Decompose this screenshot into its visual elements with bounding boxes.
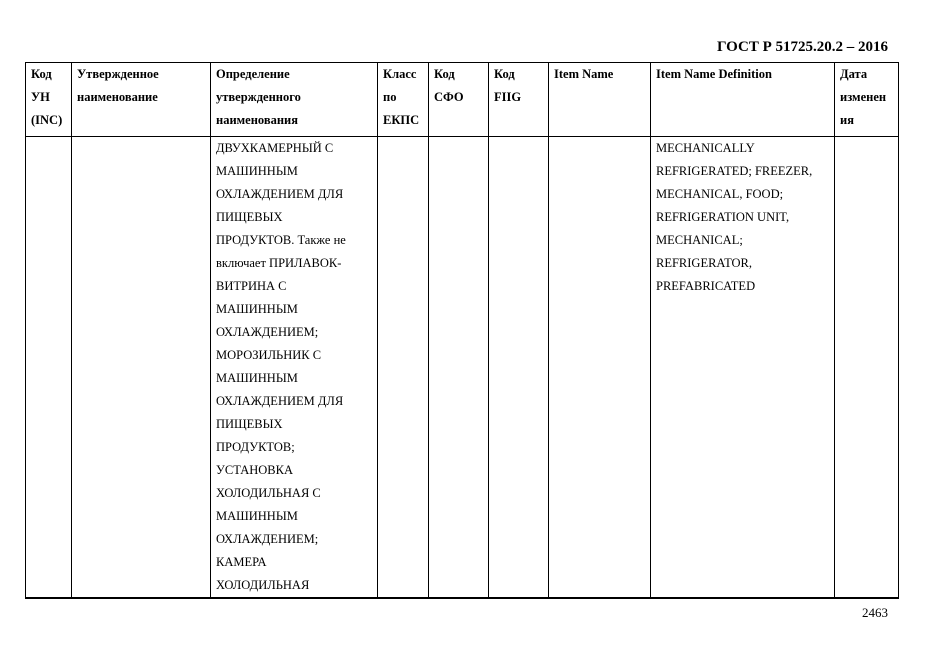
table-row — [26, 137, 899, 599]
column-header-fiig-code: Код FIIG — [489, 63, 549, 137]
cell-approved-name — [72, 137, 211, 599]
column-header-sfo-code: Код СФО — [429, 63, 489, 137]
cell-ekps-class — [378, 137, 429, 599]
column-header-change-date: Дата изменен ия — [835, 63, 899, 137]
column-header-item-name-definition: Item Name Definition — [651, 63, 835, 137]
cell-item-name — [549, 137, 651, 599]
column-header-approved-name: Утвержденное наименование — [72, 63, 211, 137]
classification-table — [25, 62, 899, 599]
table-header-row — [26, 63, 899, 137]
cell-change-date — [835, 137, 899, 599]
cell-sfo-code — [429, 137, 489, 599]
cell-fiig-code — [489, 137, 549, 599]
column-header-definition: Определение утвержденного наименования — [211, 63, 378, 137]
cell-definition: ДВУХКАМЕРНЫЙ С МАШИННЫМ ОХЛАЖДЕНИЕМ ДЛЯ ПИЩЕВЫХ ПРОДУКТОВ. Также не включает ПРИЛАВОК- ВИТРИНА С МАШИННЫМ ОХЛАЖДЕНИЕМ; МОРОЗИЛЬНИК С МАШИННЫМ ОХЛАЖДЕНИЕМ ДЛЯ ПИЩЕВЫХ ПРОДУКТОВ; УСТАНОВКА ХОЛОДИЛЬНАЯ С МАШИННЫМ ОХЛАЖДЕНИЕМ; КАМЕРА ХОЛОДИЛЬНАЯ — [211, 137, 378, 599]
column-header-inc-code: Код УН (INC) — [26, 63, 72, 137]
page-number: 2463 — [862, 605, 888, 620]
cell-item-name-definition: MECHANICALLY REFRIGERATED; FREEZER, MECHANICAL, FOOD; REFRIGERATION UNIT, MECHANICAL; REFRIGERATOR, PREFABRICATED — [651, 137, 835, 599]
cell-inc-code — [26, 137, 72, 599]
column-header-ekps-class: Класс по ЕКПС — [378, 63, 429, 137]
document-standard-header: ГОСТ Р 51725.20.2 – 2016 — [716, 39, 888, 55]
column-header-item-name: Item Name — [549, 63, 651, 137]
